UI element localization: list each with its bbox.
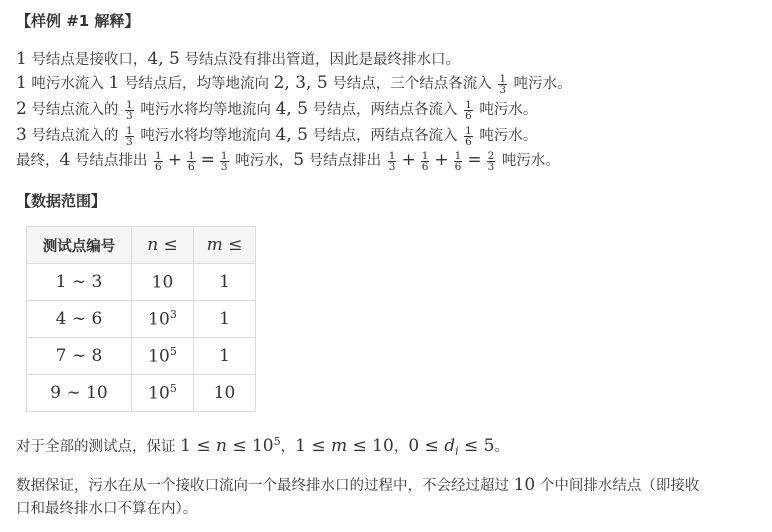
fraction: $\frac{1}{6}$ (155, 149, 162, 173)
sample-line-1: 1 号结点是接收口，4, 5 号结点没有排出管道，因此是最终排水口。 (16, 49, 460, 69)
table-row (27, 375, 256, 412)
fraction: $\frac{1}{6}$ (465, 98, 472, 122)
cell-m: 10 (194, 375, 256, 412)
fraction: $\frac{1}{3}$ (388, 149, 396, 173)
table-row (27, 301, 256, 338)
fraction: $\frac{1}{6}$ (454, 149, 462, 173)
sample-line-3: 2 号结点流入的 $\frac{1}{3}$ 吨污水将均等地流向 4, 5 号结点，两结点各流入 $\frac{1}{6}$ 吨污水。 (16, 98, 538, 122)
fraction: $\frac{1}{3}$ (126, 98, 133, 122)
data-range-table (26, 226, 256, 412)
fraction: $\frac{1}{3}$ (499, 72, 507, 96)
cell-n: $10^5$ (132, 338, 194, 375)
cell-n: 10 (132, 264, 194, 301)
sample-line-4: 3 号结点流入的 $\frac{1}{3}$ 吨污水将均等地流向 4, 5 号结点，两结点各流入 $\frac{1}{6}$ 吨污水。 (16, 124, 538, 148)
cell-test-id: 7 ∼ 8 (27, 338, 132, 375)
cell-test-id: 1 ∼ 3 (27, 264, 132, 301)
range-heading: 【数据范围】 (16, 192, 107, 210)
cell-test-id: 9 ∼ 10 (27, 375, 132, 412)
cell-n: $10^3$ (132, 301, 194, 338)
guarantee-line-2: 口和最终排水口不算在内）。 (16, 501, 198, 517)
header-m-max: m ≤ (194, 227, 256, 264)
header-test-id: 测试点编号 (27, 227, 132, 264)
sample-line-5: 最终，4 号结点排出 $\frac{1}{6}$ + $\frac{1}{6}$ = $\frac{1}{3}$ 吨污水，5 号结点排出 $\frac{1}{3}$ + $\frac{1}{6}$ + $\frac{1}{6}$ = $\frac{2}{3}$ 吨污水。 (16, 149, 560, 173)
sample-line-2: 1 吨污水流入 1 号结点后，均等地流向 2, 3, 5 号结点，三个结点各流入 $\frac{1}{3}$ 吨污水。 (16, 72, 572, 96)
fraction: $\frac{1}{3}$ (220, 149, 228, 173)
header-n-max: n ≤ (132, 227, 194, 264)
cell-m: 1 (194, 301, 256, 338)
guarantee-line-1: 数据保证，污水在从一个接收口流向一个最终排水口的过程中，不会经过超过 10 个中间排水结点（即接收 (16, 475, 700, 495)
cell-m: 1 (194, 264, 256, 301)
table-header-row (27, 227, 256, 264)
constraint-line: 对于全部的测试点，保证 $1 \le n \le 10^5$，1 ≤ m ≤ 10，$0 \le d_i \le 5$。 (16, 435, 509, 458)
cell-test-id: 4 ∼ 6 (27, 301, 132, 338)
fraction: $\frac{1}{3}$ (126, 124, 133, 148)
fraction: $\frac{2}{3}$ (487, 149, 495, 173)
fraction: $\frac{1}{6}$ (465, 124, 472, 148)
fraction: $\frac{1}{6}$ (187, 149, 195, 173)
table-row (27, 264, 256, 301)
sample-heading: 【样例 #1 解释】 (16, 12, 140, 30)
fraction: $\frac{1}{6}$ (421, 149, 429, 173)
cell-m: 1 (194, 338, 256, 375)
table-row (27, 338, 256, 375)
cell-n: $10^5$ (132, 375, 194, 412)
